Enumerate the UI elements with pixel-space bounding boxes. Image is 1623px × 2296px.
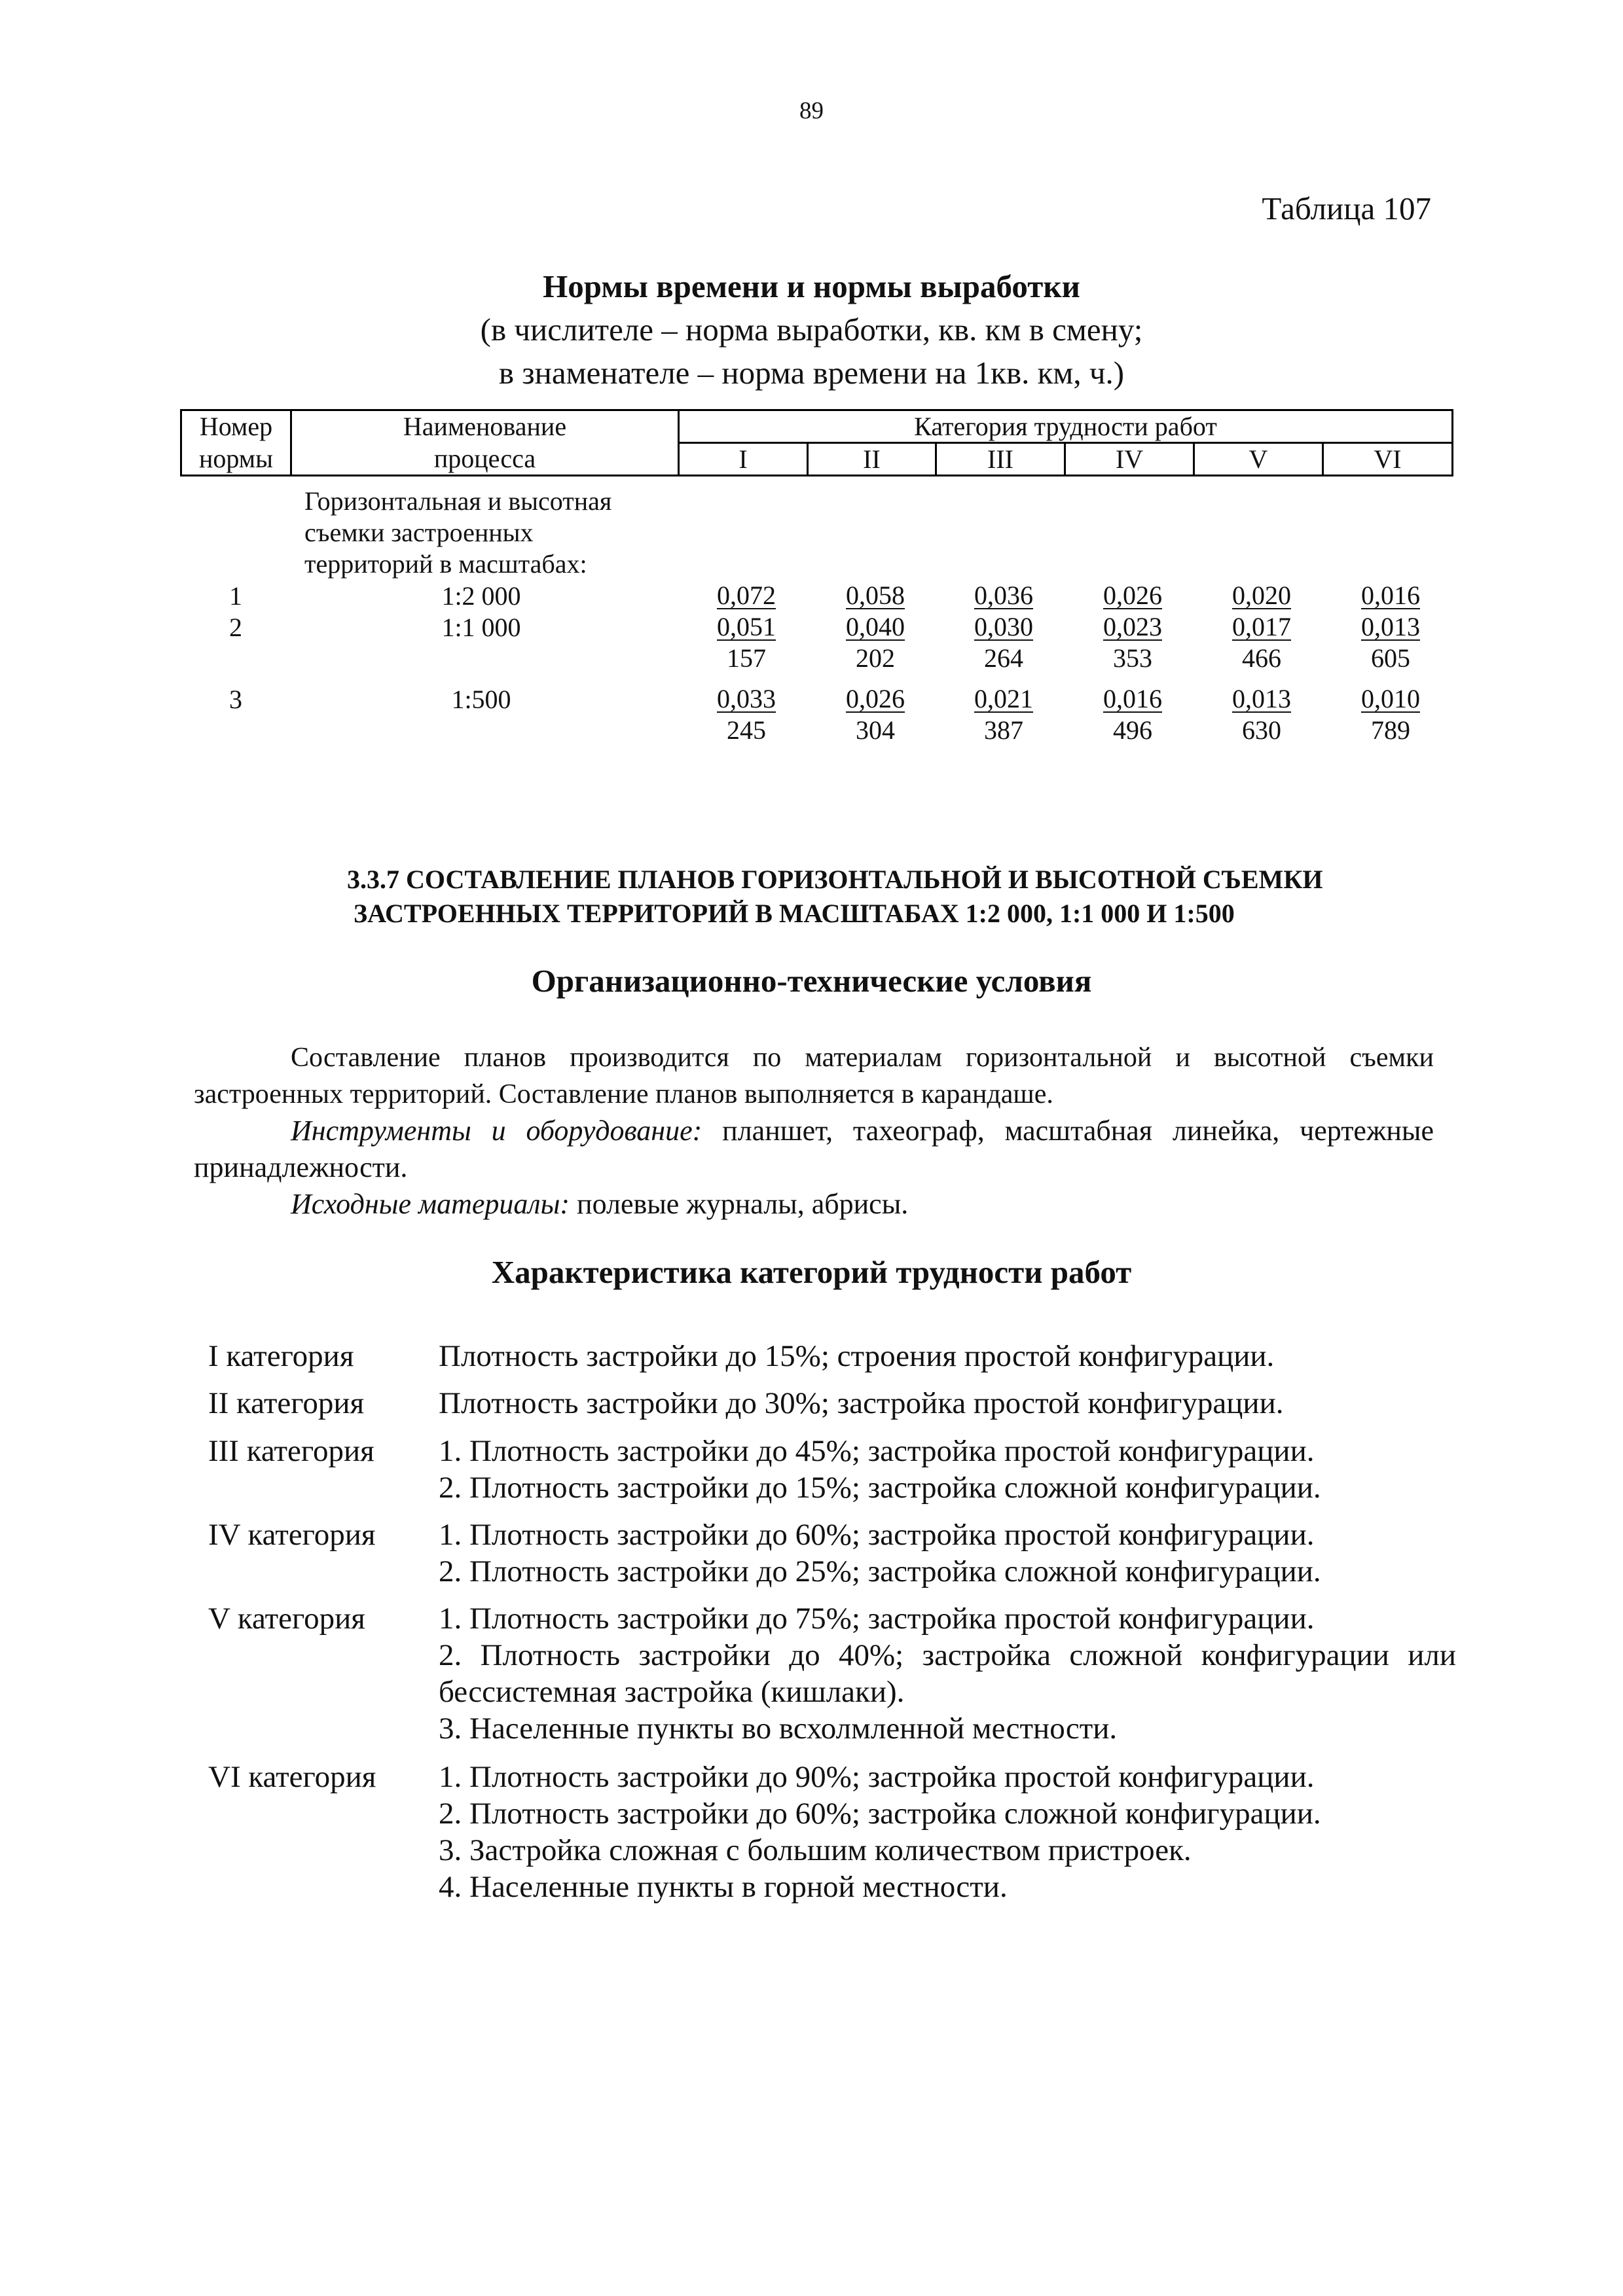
category-line: Плотность застройки до 15%; строения простой конфигурации. xyxy=(439,1339,1275,1373)
norm-value: 0,030 xyxy=(974,612,1033,641)
org-conditions-heading: Организационно-технические условия xyxy=(531,963,1092,999)
time-value: 264 xyxy=(984,643,1023,673)
time-value: 496 xyxy=(1113,715,1152,745)
norm-value: 0,016 xyxy=(1103,684,1162,713)
norm-value: 0,026 xyxy=(1103,581,1162,610)
category-line: 1. Плотность застройки до 45%; застройка простой конфигурации. xyxy=(439,1434,1315,1468)
norm-value: 0,010 xyxy=(1361,684,1420,713)
time-value: 202 xyxy=(856,643,895,673)
time-value: 466 xyxy=(1242,643,1281,673)
time-value: 630 xyxy=(1242,715,1281,745)
header-name-1: Наименование xyxy=(291,410,679,443)
category-label: III категория xyxy=(208,1434,374,1468)
header-cat-5: V xyxy=(1194,443,1323,476)
row-number: 1 xyxy=(229,581,242,611)
table-title: Нормы времени и нормы выработки xyxy=(543,268,1080,304)
header-number-2: нормы xyxy=(181,443,291,476)
table-subtitle-2: в знаменателе – норма времени на 1кв. км, ч.) xyxy=(498,355,1125,391)
time-value: 157 xyxy=(727,643,766,673)
category-label: VI категория xyxy=(208,1760,376,1794)
instruments-label: Инструменты и оборудование: xyxy=(291,1115,702,1147)
category-line: бессистемная застройка (кишлаки). xyxy=(439,1675,905,1709)
norm-value: 0,036 xyxy=(974,581,1033,610)
table-label: Таблица 107 xyxy=(1262,190,1431,226)
row-number: 2 xyxy=(229,613,242,642)
row-scale: 1:2 000 xyxy=(441,581,521,611)
category-line: 1. Плотность застройки до 75%; застройка простой конфигурации. xyxy=(439,1602,1315,1636)
process-desc-line: Горизонтальная и высотная xyxy=(304,486,612,516)
norm-value: 0,040 xyxy=(846,612,905,641)
table-subtitle-1: (в числителе – норма выработки, кв. км в смену; xyxy=(480,312,1143,348)
norm-value: 0,058 xyxy=(846,581,905,610)
category-line: 4. Населенные пункты в горной местности. xyxy=(439,1870,1008,1904)
row-scale: 1:500 xyxy=(451,685,511,714)
norm-value: 0,020 xyxy=(1232,581,1291,610)
section-heading-line-2: ЗАСТРОЕННЫХ ТЕРРИТОРИЙ В МАСШТАБАХ 1:2 000, 1:1 000 И 1:500 xyxy=(354,899,1235,928)
header-cat-3: III xyxy=(936,443,1065,476)
paragraph-3 xyxy=(194,1186,1434,1223)
time-value: 353 xyxy=(1113,643,1152,673)
table-header xyxy=(180,409,1453,476)
section-heading xyxy=(0,863,1623,931)
category-line: 2. Плотность застройки до 40%; застройка сложной конфигурации или xyxy=(439,1638,1456,1672)
header-name-2: процесса xyxy=(291,443,679,476)
norm-value: 0,013 xyxy=(1232,684,1291,713)
category-line: 2. Плотность застройки до 60%; застройка сложной конфигурации. xyxy=(439,1797,1321,1831)
time-value: 245 xyxy=(727,715,766,745)
header-cat-6: VI xyxy=(1323,443,1453,476)
norm-value: 0,033 xyxy=(717,684,776,713)
section-heading-line-1: 3.3.7 СОСТАВЛЕНИЕ ПЛАНОВ ГОРИЗОНТАЛЬНОЙ И ВЫСОТНОЙ СЪЕМКИ xyxy=(347,865,1323,894)
category-label: IV категория xyxy=(208,1518,376,1552)
header-cat-1: I xyxy=(679,443,808,476)
category-label: I категория xyxy=(208,1339,354,1373)
category-line: 3. Застройка сложная с большим количеством пристроек. xyxy=(439,1833,1192,1867)
norm-value: 0,017 xyxy=(1232,612,1291,641)
category-label: II категория xyxy=(208,1386,365,1420)
instruments-text: планшет, тахеограф, масштабная линейка, чертежные принадлежности. xyxy=(194,1115,1434,1183)
page-number: 89 xyxy=(799,98,824,124)
paragraph-1: Составление планов производится по материалам горизонтальной и высотной съемки застроенных территорий. Составление планов выполняется в карандаше. xyxy=(194,1043,1434,1109)
row-number: 3 xyxy=(229,685,242,714)
norm-value: 0,072 xyxy=(717,581,776,610)
header-category: Категория трудности работ xyxy=(679,410,1453,443)
process-desc-line: съемки застроенных xyxy=(304,518,534,547)
time-value: 605 xyxy=(1371,643,1410,673)
norm-value: 0,013 xyxy=(1361,612,1420,641)
time-value: 789 xyxy=(1371,715,1410,745)
materials-text: полевые журналы, абрисы. xyxy=(570,1188,909,1220)
header-cat-2: II xyxy=(808,443,936,476)
category-line: 1. Плотность застройки до 90%; застройка простой конфигурации. xyxy=(439,1760,1315,1794)
time-value: 387 xyxy=(984,715,1023,745)
category-line: 3. Населенные пункты во всхолмленной местности. xyxy=(439,1712,1118,1746)
process-desc-line: территорий в масштабах: xyxy=(304,549,587,579)
materials-label: Исходные материалы: xyxy=(291,1188,570,1220)
norm-value: 0,016 xyxy=(1361,581,1420,610)
time-value: 304 xyxy=(856,715,895,745)
category-line: 1. Плотность застройки до 60%; застройка простой конфигурации. xyxy=(439,1518,1315,1552)
row-scale: 1:1 000 xyxy=(441,613,521,642)
category-line: Плотность застройки до 30%; застройка простой конфигурации. xyxy=(439,1386,1284,1420)
category-line: 2. Плотность застройки до 15%; застройка сложной конфигурации. xyxy=(439,1471,1321,1505)
header-cat-4: IV xyxy=(1065,443,1194,476)
header-number-1: Номер xyxy=(181,410,291,443)
category-label: V категория xyxy=(208,1602,365,1636)
norm-value: 0,023 xyxy=(1103,612,1162,641)
category-line: 2. Плотность застройки до 25%; застройка сложной конфигурации. xyxy=(439,1554,1321,1588)
process-description xyxy=(304,486,697,580)
norm-value: 0,026 xyxy=(846,684,905,713)
paragraph-2 xyxy=(194,1113,1434,1186)
table-title-block xyxy=(0,265,1623,395)
categories-heading: Характеристика категорий трудности работ xyxy=(491,1254,1132,1290)
norm-value: 0,021 xyxy=(974,684,1033,713)
norm-value: 0,051 xyxy=(717,612,776,641)
